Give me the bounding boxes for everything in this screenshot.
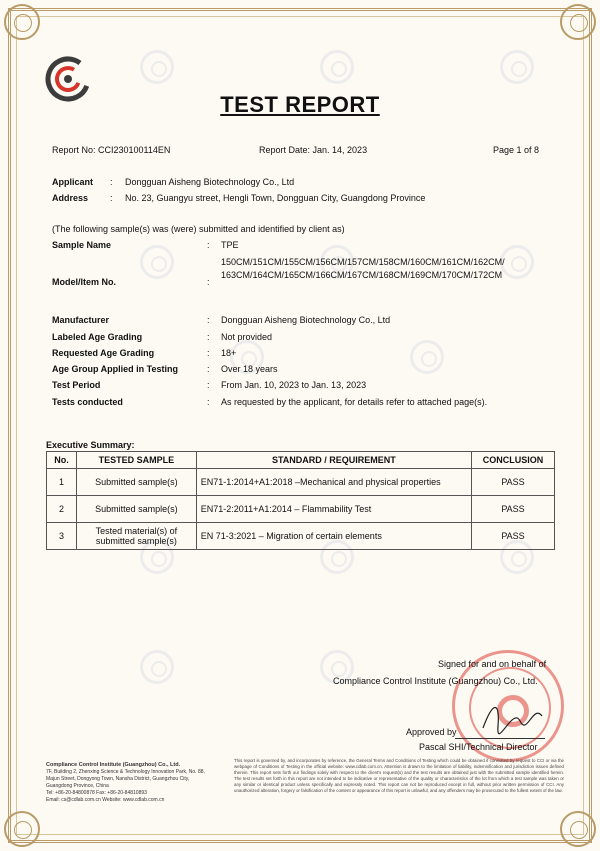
corner-ornament-icon bbox=[560, 4, 596, 40]
tested-sample bbox=[76, 523, 196, 550]
field-value: Not provided bbox=[221, 332, 273, 342]
field-label: Age Group Applied in Testing bbox=[52, 364, 178, 374]
approved-by-label: Approved by bbox=[406, 727, 457, 737]
colon: : bbox=[207, 380, 210, 390]
conclusion: PASS bbox=[472, 523, 555, 550]
address-value: No. 23, Guangyu street, Hengli Town, Dongguan City, Guangdong Province bbox=[125, 193, 426, 203]
table-row bbox=[47, 523, 555, 550]
column-header: No. bbox=[47, 452, 77, 469]
field-value: TPE bbox=[221, 240, 239, 250]
standard: EN71-2:2011+A1:2014 – Flammability Test bbox=[196, 496, 471, 523]
field-value: 150CM/151CM/155CM/156CM/157CM/158CM/160CM/161CM/162CM/ bbox=[221, 257, 505, 267]
field-value: From Jan. 10, 2023 to Jan. 13, 2023 bbox=[221, 380, 367, 390]
field-value: As requested by the applicant, for details refer to attached page(s). bbox=[221, 397, 488, 407]
table-row bbox=[47, 469, 555, 496]
field-label: Labeled Age Grading bbox=[52, 332, 143, 342]
institute-name: Compliance Control Institute (Guangzhou) Co., Ltd. bbox=[333, 676, 538, 686]
colon: : bbox=[110, 177, 113, 187]
colon: : bbox=[110, 193, 113, 203]
table-header-row bbox=[47, 452, 555, 469]
footer-contact bbox=[46, 762, 222, 804]
signed-on-behalf: Signed for and on behalf of bbox=[438, 659, 547, 669]
applicant-value: Dongguan Aisheng Biotechnology Co., Ltd bbox=[125, 177, 295, 187]
footer-address: Majun Street, Dongyong Town, Nansha District, Guangzhou City, bbox=[46, 776, 190, 782]
colon: : bbox=[207, 240, 210, 250]
signature-line bbox=[455, 738, 545, 739]
signer-name: Pascal SHI/Technical Director bbox=[419, 742, 538, 752]
footer-disclaimer: This report is governed by, and incorporates by reference, the General Terms and Conditions of Testing which could be obtained if consulted by request to CCI or via the webpage of Conditions of Testing in the official website: www.cdlab.com.cn. Attention is drawn to the limitation of liability, indemnification and jurisdiction issues defined therein. This report sets forth our findings solely with respect to the client's request(s) and the test results are obtained just with the submitted sample identified herein. The test results set forth in this report are not intended to be indicative or representative of the quality or characteristics of the lot from which a test sample was taken or any similar or identical product unless specifically and expressly noted. This report can not be reproduced except in full, without prior written permission of CCI. Any unauthorized alteration, forgery or falsification of the content or appearance of this report is unlawful, and any offenders may be prosecuted to the fullest extent of the law. bbox=[234, 758, 564, 793]
signature-icon bbox=[478, 696, 548, 736]
colon: : bbox=[207, 364, 210, 374]
tested-sample-line2: submitted sample(s) bbox=[95, 536, 177, 546]
field-value: Over 18 years bbox=[221, 364, 278, 374]
field-label: Model/Item No. bbox=[52, 277, 117, 287]
field-label: Sample Name bbox=[52, 240, 112, 250]
row-number: 1 bbox=[47, 469, 77, 496]
summary-table bbox=[46, 451, 555, 550]
footer-company: Compliance Control Institute (Guangzhou) Co., Ltd. bbox=[46, 762, 181, 768]
colon: : bbox=[207, 277, 210, 287]
address-label: Address bbox=[52, 193, 89, 203]
column-header: CONCLUSION bbox=[472, 452, 555, 469]
conclusion: PASS bbox=[472, 469, 555, 496]
footer-address: Guangdong Province, China bbox=[46, 783, 109, 789]
field-value: 18+ bbox=[221, 348, 237, 358]
colon: : bbox=[207, 332, 210, 342]
report-number: Report No: CCI230100114EN bbox=[52, 145, 171, 155]
field-label: Manufacturer bbox=[52, 315, 110, 325]
field-label: Tests conducted bbox=[52, 397, 123, 407]
standard: EN71-1:2014+A1:2018 –Mechanical and physical properties bbox=[196, 469, 471, 496]
footer-email: Email: cs@cdlab.com.cn Website: www.cdlab.com.cn bbox=[46, 797, 165, 803]
tested-sample: Submitted sample(s) bbox=[76, 469, 196, 496]
footer-phone: Tel: +86-20-84800878 Fax: +86-20-84810893 bbox=[46, 790, 147, 796]
report-date: Report Date: Jan. 14, 2023 bbox=[259, 145, 368, 155]
corner-ornament-icon bbox=[4, 4, 40, 40]
row-number: 2 bbox=[47, 496, 77, 523]
corner-ornament-icon bbox=[4, 811, 40, 847]
applicant-label: Applicant bbox=[52, 177, 94, 187]
field-label: Requested Age Grading bbox=[52, 348, 155, 358]
standard: EN 71-3:2021 – Migration of certain elements bbox=[196, 523, 471, 550]
field-value: 163CM/164CM/165CM/166CM/167CM/168CM/169CM/170CM/172CM bbox=[221, 270, 503, 280]
colon: : bbox=[207, 315, 210, 325]
submitted-note: (The following sample(s) was (were) submitted and identified by client as) bbox=[52, 224, 345, 234]
row-number: 3 bbox=[47, 523, 77, 550]
column-header: TESTED SAMPLE bbox=[76, 452, 196, 469]
conclusion: PASS bbox=[472, 496, 555, 523]
summary-title: Executive Summary: bbox=[46, 440, 135, 450]
tested-sample: Submitted sample(s) bbox=[76, 496, 196, 523]
page-number: Page 1 of 8 bbox=[493, 145, 540, 155]
colon: : bbox=[207, 348, 210, 358]
colon: : bbox=[207, 397, 210, 407]
page-title: TEST REPORT bbox=[220, 92, 380, 117]
field-label: Test Period bbox=[52, 380, 101, 390]
column-header: STANDARD / REQUIREMENT bbox=[196, 452, 471, 469]
tested-sample-line1: Tested material(s) of bbox=[95, 526, 178, 536]
table-row bbox=[47, 496, 555, 523]
corner-ornament-icon bbox=[560, 811, 596, 847]
field-value: Dongguan Aisheng Biotechnology Co., Ltd bbox=[221, 315, 391, 325]
footer-address: 7F, Building 2, Zhenxing Science & Technology Innovation Park, No. 88, bbox=[46, 769, 205, 775]
